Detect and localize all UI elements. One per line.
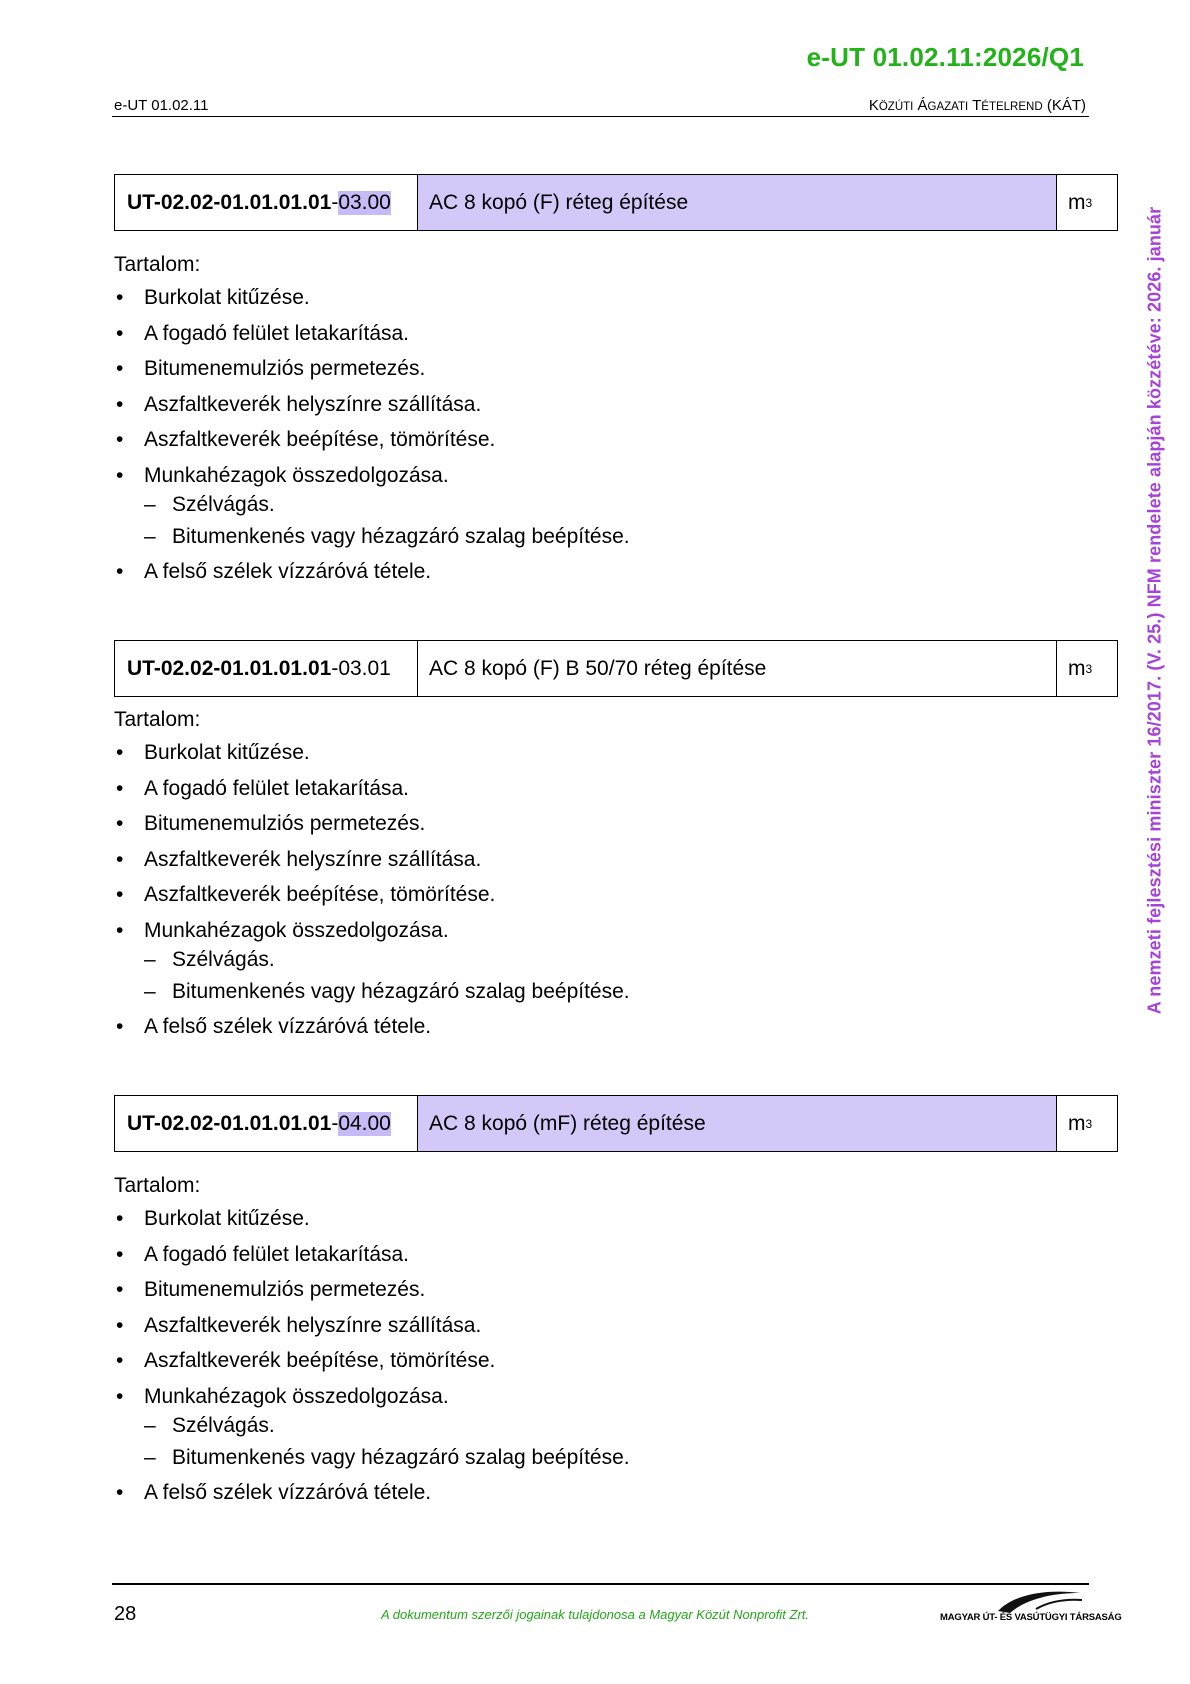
list-item: • A fogadó felület letakarítása. (114, 321, 1118, 346)
item-block-0301 (114, 640, 1118, 1050)
sub-list-item: – Bitumenkenés vagy hézagzáró szalag beépítése. (144, 524, 1118, 549)
content-list (114, 285, 1118, 584)
content-label: Tartalom: (114, 1174, 201, 1197)
item-description: AC 8 kopó (F) B 50/70 réteg építése (418, 641, 1057, 696)
list-item: • Bitumenemulziós permetezés. (114, 356, 1118, 381)
item-description: AC 8 kopó (mF) réteg építése (418, 1096, 1057, 1151)
list-item: • A felső szélek vízzáróvá tétele. (114, 1480, 1118, 1505)
society-logo (940, 1587, 1122, 1627)
content-label: Tartalom: (114, 708, 201, 731)
list-item: • Burkolat kitűzése. (114, 285, 1118, 310)
copyright-note: A dokumentum szerzői jogainak tulajdonosa a Magyar Közút Nonprofit Zrt. (380, 1607, 809, 1622)
list-item: • A felső szélek vízzáróvá tétele. (114, 559, 1118, 584)
item-description: AC 8 kopó (F) réteg építése (418, 175, 1057, 230)
content-label: Tartalom: (114, 253, 201, 276)
list-item: • Aszfaltkeverék beépítése, tömörítése. (114, 882, 1118, 907)
item-block-0400 (114, 1095, 1118, 1516)
item-header-table (114, 174, 1118, 231)
header-rule (112, 116, 1089, 117)
item-header-table (114, 1095, 1118, 1152)
side-publication-note: A nemzeti fejlesztési miniszter 16/2017. (V. 25.) NFM rendelete alapján közzétéve: 2026. január (1144, 206, 1165, 1014)
sub-list (144, 947, 1118, 1004)
item-code: UT-02.02-01.01.01.01 - 03.01 (115, 641, 418, 696)
header-title: KÖZÚTI ÁGAZATI TÉTELREND (KÁT) (868, 97, 1086, 114)
footer-rule (112, 1583, 1089, 1585)
sub-list (144, 492, 1118, 549)
list-item: • Bitumenemulziós permetezés. (114, 811, 1118, 836)
item-unit: m 3 (1068, 1111, 1093, 1135)
list-item: • Aszfaltkeverék helyszínre szállítása. (114, 1313, 1118, 1338)
logo-text: MAGYAR ÚT- ÉS VASÚTÜGYI TÁRSASÁG (940, 1612, 1122, 1623)
sub-list-item: – Szélvágás. (144, 492, 1118, 517)
item-code: UT-02.02-01.01.01.01 - 04.00 (115, 1096, 418, 1151)
sub-list (144, 1413, 1118, 1470)
header-doc-id: e-UT 01.02.11 (114, 97, 209, 114)
item-header-table (114, 640, 1118, 697)
list-item: • Burkolat kitűzése. (114, 740, 1118, 765)
content-list (114, 740, 1118, 1039)
list-item: • A fogadó felület letakarítása. (114, 1242, 1118, 1267)
sub-list-item: – Bitumenkenés vagy hézagzáró szalag beépítése. (144, 979, 1118, 1004)
list-item: • Aszfaltkeverék helyszínre szállítása. (114, 847, 1118, 872)
list-item: • Munkahézagok összedolgozása. – Szélvágás. – Bitumenkenés vagy hézagzáró szalag beépítése. (114, 918, 1118, 1004)
list-item: • Munkahézagok összedolgozása. – Szélvágás. – Bitumenkenés vagy hézagzáró szalag beépítése. (114, 1384, 1118, 1470)
item-unit: m 3 (1068, 656, 1093, 680)
item-block-0300 (114, 174, 1118, 595)
list-item: • A felső szélek vízzáróvá tétele. (114, 1014, 1118, 1039)
sub-list-item: – Szélvágás. (144, 947, 1118, 972)
item-unit: m 3 (1068, 190, 1093, 214)
list-item: • Bitumenemulziós permetezés. (114, 1277, 1118, 1302)
list-item: • A fogadó felület letakarítása. (114, 776, 1118, 801)
sub-list-item: – Szélvágás. (144, 1413, 1118, 1438)
item-code: UT-02.02-01.01.01.01 - 03.00 (115, 175, 418, 230)
list-item: • Aszfaltkeverék beépítése, tömörítése. (114, 427, 1118, 452)
sub-list-item: – Bitumenkenés vagy hézagzáró szalag beépítése. (144, 1445, 1118, 1470)
list-item: • Burkolat kitűzése. (114, 1206, 1118, 1231)
train-swoosh-icon (940, 1587, 1090, 1615)
list-item: • Aszfaltkeverék beépítése, tömörítése. (114, 1348, 1118, 1373)
list-item: • Munkahézagok összedolgozása. – Szélvágás. – Bitumenkenés vagy hézagzáró szalag beépítése. (114, 463, 1118, 549)
page-number: 28 (114, 1603, 137, 1625)
content-list (114, 1206, 1118, 1505)
list-item: • Aszfaltkeverék helyszínre szállítása. (114, 392, 1118, 417)
document-stamp: e-UT 01.02.11:2026/Q1 (806, 42, 1084, 72)
